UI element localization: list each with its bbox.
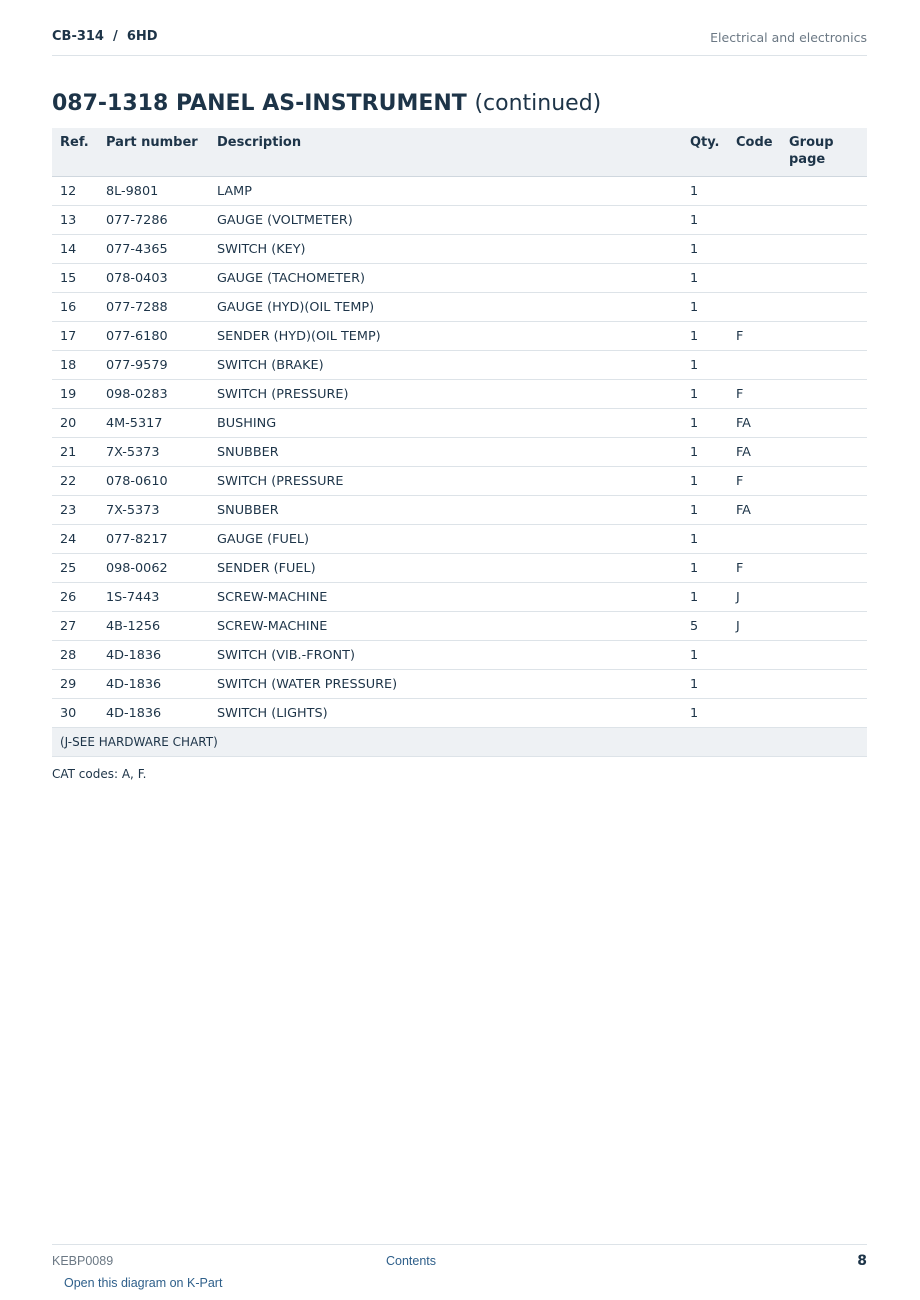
row-group-page — [781, 177, 867, 206]
row-qty: 1 — [682, 409, 728, 438]
table-row — [52, 670, 867, 699]
row-ref: 28 — [52, 641, 98, 670]
row-group-page — [781, 467, 867, 496]
row-code — [728, 351, 781, 380]
row-code: F — [728, 380, 781, 409]
row-group-page — [781, 496, 867, 525]
row-part-number: 078-0610 — [98, 467, 209, 496]
row-description: LAMP — [209, 177, 682, 206]
row-part-number: 1S-7443 — [98, 583, 209, 612]
table-row — [52, 177, 867, 206]
row-part-number: 078-0403 — [98, 264, 209, 293]
row-description: GAUGE (TACHOMETER) — [209, 264, 682, 293]
row-ref: 27 — [52, 612, 98, 641]
row-part-number: 4D-1836 — [98, 641, 209, 670]
row-code — [728, 177, 781, 206]
row-group-page — [781, 583, 867, 612]
row-description: SWITCH (BRAKE) — [209, 351, 682, 380]
row-part-number: 7X-5373 — [98, 438, 209, 467]
row-description: SWITCH (KEY) — [209, 235, 682, 264]
row-ref: 24 — [52, 525, 98, 554]
page-footer — [52, 1244, 867, 1275]
page-header — [52, 29, 867, 56]
row-qty: 1 — [682, 670, 728, 699]
row-group-page — [781, 409, 867, 438]
row-qty: 1 — [682, 525, 728, 554]
row-code: J — [728, 583, 781, 612]
row-ref: 19 — [52, 380, 98, 409]
table-row — [52, 467, 867, 496]
column-header-description: Description — [209, 128, 682, 177]
row-description: SNUBBER — [209, 438, 682, 467]
row-part-number: 4B-1256 — [98, 612, 209, 641]
hardware-note: (J-SEE HARDWARE CHART) — [52, 728, 867, 757]
row-ref: 16 — [52, 293, 98, 322]
row-qty: 1 — [682, 641, 728, 670]
table-row — [52, 496, 867, 525]
row-qty: 1 — [682, 264, 728, 293]
row-ref: 15 — [52, 264, 98, 293]
table-row — [52, 264, 867, 293]
table-row — [52, 206, 867, 235]
table-row — [52, 641, 867, 670]
row-part-number: 077-9579 — [98, 351, 209, 380]
row-part-number: 077-7286 — [98, 206, 209, 235]
row-part-number: 098-0062 — [98, 554, 209, 583]
table-row — [52, 351, 867, 380]
table-row — [52, 235, 867, 264]
row-ref: 30 — [52, 699, 98, 728]
contents-link[interactable]: Contents — [386, 1254, 437, 1268]
parts-table-body — [52, 177, 867, 757]
row-description: SWITCH (PRESSURE — [209, 467, 682, 496]
section-label: Electrical and electronics — [710, 30, 867, 45]
row-qty: 1 — [682, 496, 728, 525]
row-qty: 1 — [682, 438, 728, 467]
row-description: SCREW-MACHINE — [209, 583, 682, 612]
row-qty: 5 — [682, 612, 728, 641]
row-qty: 1 — [682, 293, 728, 322]
open-kpart-link[interactable]: Open this diagram on K-Part — [64, 1276, 223, 1290]
row-part-number: 7X-5373 — [98, 496, 209, 525]
row-code — [728, 525, 781, 554]
table-row — [52, 380, 867, 409]
row-group-page — [781, 206, 867, 235]
row-part-number: 077-8217 — [98, 525, 209, 554]
row-group-page — [781, 380, 867, 409]
row-qty: 1 — [682, 699, 728, 728]
row-group-page — [781, 670, 867, 699]
row-ref: 25 — [52, 554, 98, 583]
table-row — [52, 322, 867, 351]
page-number: 8 — [857, 1253, 867, 1269]
row-code — [728, 670, 781, 699]
column-header-part-number: Part number — [98, 128, 209, 177]
column-header-qty: Qty. — [682, 128, 728, 177]
table-row — [52, 554, 867, 583]
row-ref: 20 — [52, 409, 98, 438]
row-description: GAUGE (HYD)(OIL TEMP) — [209, 293, 682, 322]
row-part-number: 4M-5317 — [98, 409, 209, 438]
row-qty: 1 — [682, 322, 728, 351]
row-code — [728, 293, 781, 322]
parts-table — [52, 128, 867, 757]
table-note-row — [52, 728, 867, 757]
row-description: BUSHING — [209, 409, 682, 438]
row-group-page — [781, 351, 867, 380]
row-group-page — [781, 641, 867, 670]
row-ref: 21 — [52, 438, 98, 467]
row-part-number: 4D-1836 — [98, 670, 209, 699]
table-row — [52, 583, 867, 612]
model-label: CB-314 / 6HD — [52, 29, 158, 44]
row-ref: 22 — [52, 467, 98, 496]
table-row — [52, 293, 867, 322]
row-description: SCREW-MACHINE — [209, 612, 682, 641]
row-ref: 26 — [52, 583, 98, 612]
row-group-page — [781, 699, 867, 728]
row-description: SENDER (HYD)(OIL TEMP) — [209, 322, 682, 351]
row-code: FA — [728, 438, 781, 467]
row-ref: 14 — [52, 235, 98, 264]
document-id: KEBP0089 — [52, 1254, 114, 1268]
row-code: J — [728, 612, 781, 641]
row-part-number: 077-6180 — [98, 322, 209, 351]
row-code: FA — [728, 496, 781, 525]
row-group-page — [781, 612, 867, 641]
table-row — [52, 612, 867, 641]
table-row — [52, 409, 867, 438]
row-qty: 1 — [682, 235, 728, 264]
row-qty: 1 — [682, 554, 728, 583]
row-group-page — [781, 293, 867, 322]
table-row — [52, 525, 867, 554]
row-description: SWITCH (PRESSURE) — [209, 380, 682, 409]
cat-codes: CAT codes: A, F. — [52, 767, 147, 781]
column-header-code: Code — [728, 128, 781, 177]
row-ref: 18 — [52, 351, 98, 380]
table-row — [52, 438, 867, 467]
title-suffix: (continued) — [474, 91, 602, 116]
row-ref: 12 — [52, 177, 98, 206]
row-code: FA — [728, 409, 781, 438]
row-group-page — [781, 525, 867, 554]
row-part-number: 077-7288 — [98, 293, 209, 322]
row-code — [728, 264, 781, 293]
row-part-number: 8L-9801 — [98, 177, 209, 206]
row-code: F — [728, 467, 781, 496]
row-part-number: 098-0283 — [98, 380, 209, 409]
row-part-number: 077-4365 — [98, 235, 209, 264]
column-header-ref: Ref. — [52, 128, 98, 177]
row-qty: 1 — [682, 380, 728, 409]
row-qty: 1 — [682, 177, 728, 206]
table-row — [52, 699, 867, 728]
table-header-row — [52, 128, 867, 177]
row-description: SNUBBER — [209, 496, 682, 525]
row-qty: 1 — [682, 351, 728, 380]
row-part-number: 4D-1836 — [98, 699, 209, 728]
row-ref: 13 — [52, 206, 98, 235]
row-description: SWITCH (LIGHTS) — [209, 699, 682, 728]
row-description: SENDER (FUEL) — [209, 554, 682, 583]
row-qty: 1 — [682, 206, 728, 235]
row-description: GAUGE (VOLTMETER) — [209, 206, 682, 235]
column-header-group-page: Group page — [781, 128, 867, 177]
page-title — [52, 90, 601, 118]
row-code — [728, 699, 781, 728]
row-group-page — [781, 235, 867, 264]
row-description: GAUGE (FUEL) — [209, 525, 682, 554]
row-code — [728, 235, 781, 264]
title-main: 087-1318 PANEL AS-INSTRUMENT — [52, 91, 467, 116]
row-group-page — [781, 554, 867, 583]
row-group-page — [781, 438, 867, 467]
row-description: SWITCH (VIB.-FRONT) — [209, 641, 682, 670]
row-description: SWITCH (WATER PRESSURE) — [209, 670, 682, 699]
row-qty: 1 — [682, 467, 728, 496]
row-ref: 17 — [52, 322, 98, 351]
row-group-page — [781, 322, 867, 351]
row-ref: 29 — [52, 670, 98, 699]
row-code: F — [728, 322, 781, 351]
row-code — [728, 206, 781, 235]
row-qty: 1 — [682, 583, 728, 612]
row-group-page — [781, 264, 867, 293]
row-code — [728, 641, 781, 670]
row-ref: 23 — [52, 496, 98, 525]
row-code: F — [728, 554, 781, 583]
